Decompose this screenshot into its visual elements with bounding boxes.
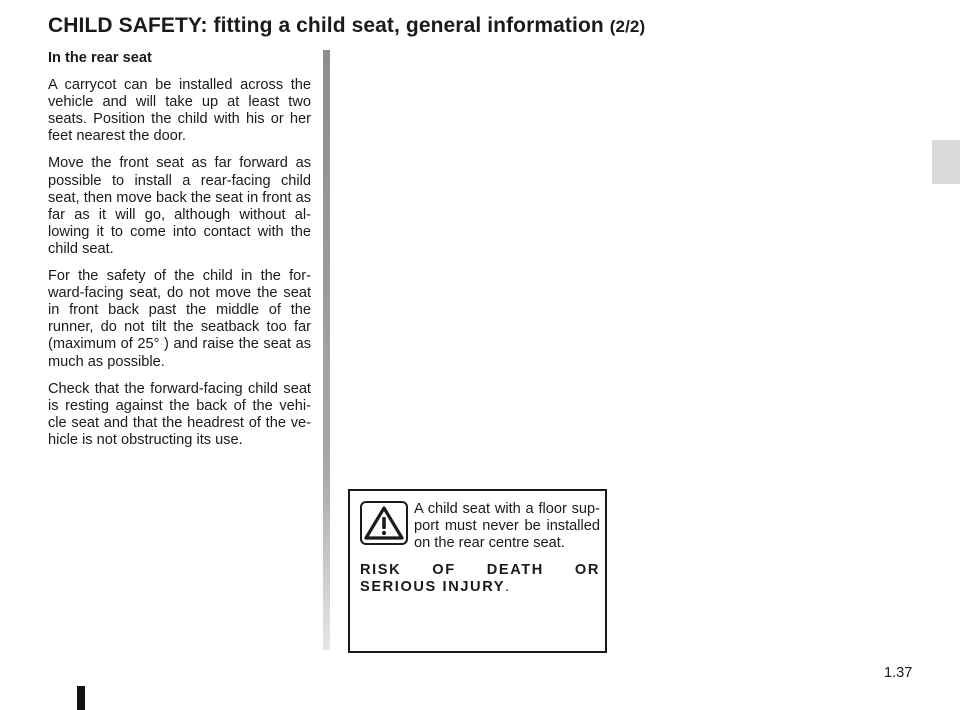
section-heading: In the rear seat xyxy=(48,50,152,66)
column-divider xyxy=(323,50,330,650)
warning-risk-line xyxy=(360,562,600,596)
left-column xyxy=(48,50,311,459)
page-number: 1.37 xyxy=(884,665,913,681)
paragraph-carrycot: A carrycot can be installed across the vehicle and will take up at least two seats. Position the child with his or her feet nearest the door. xyxy=(48,77,311,145)
page-title xyxy=(48,14,645,38)
page-title-text: CHILD SAFETY: fitting a child seat, general information xyxy=(48,14,604,37)
paragraph-forward-facing: For the safety of the child in the for-ward-facing seat, do not move the seat in front back past the middle of the runner, do not tilt the seatback too far (maximum of 25° ) and raise the seat as much as possible. xyxy=(48,268,311,370)
warning-risk-tail: . xyxy=(505,579,510,596)
paragraph-rear-facing: Move the front seat as far forward as possible to install a rear-facing child seat, then move back the seat in front as far as it will go, although without al-lowing it to come into contact with the child seat. xyxy=(48,155,311,257)
paragraph-headrest: Check that the forward-facing child seat is resting against the back of the vehi-cle seat and that the headrest of the ve-hicle is not obstructing its use. xyxy=(48,380,311,448)
warning-box xyxy=(348,489,607,653)
warning-message: A child seat with a floor sup-port must never be installed on the rear centre seat. xyxy=(414,501,600,552)
corner-mark xyxy=(77,686,85,710)
warning-text xyxy=(360,501,600,606)
page-title-suffix: (2/2) xyxy=(609,17,646,36)
side-tab xyxy=(932,140,960,184)
warning-risk: RISK OF DEATH OR SERIOUS INJURY xyxy=(360,562,600,596)
